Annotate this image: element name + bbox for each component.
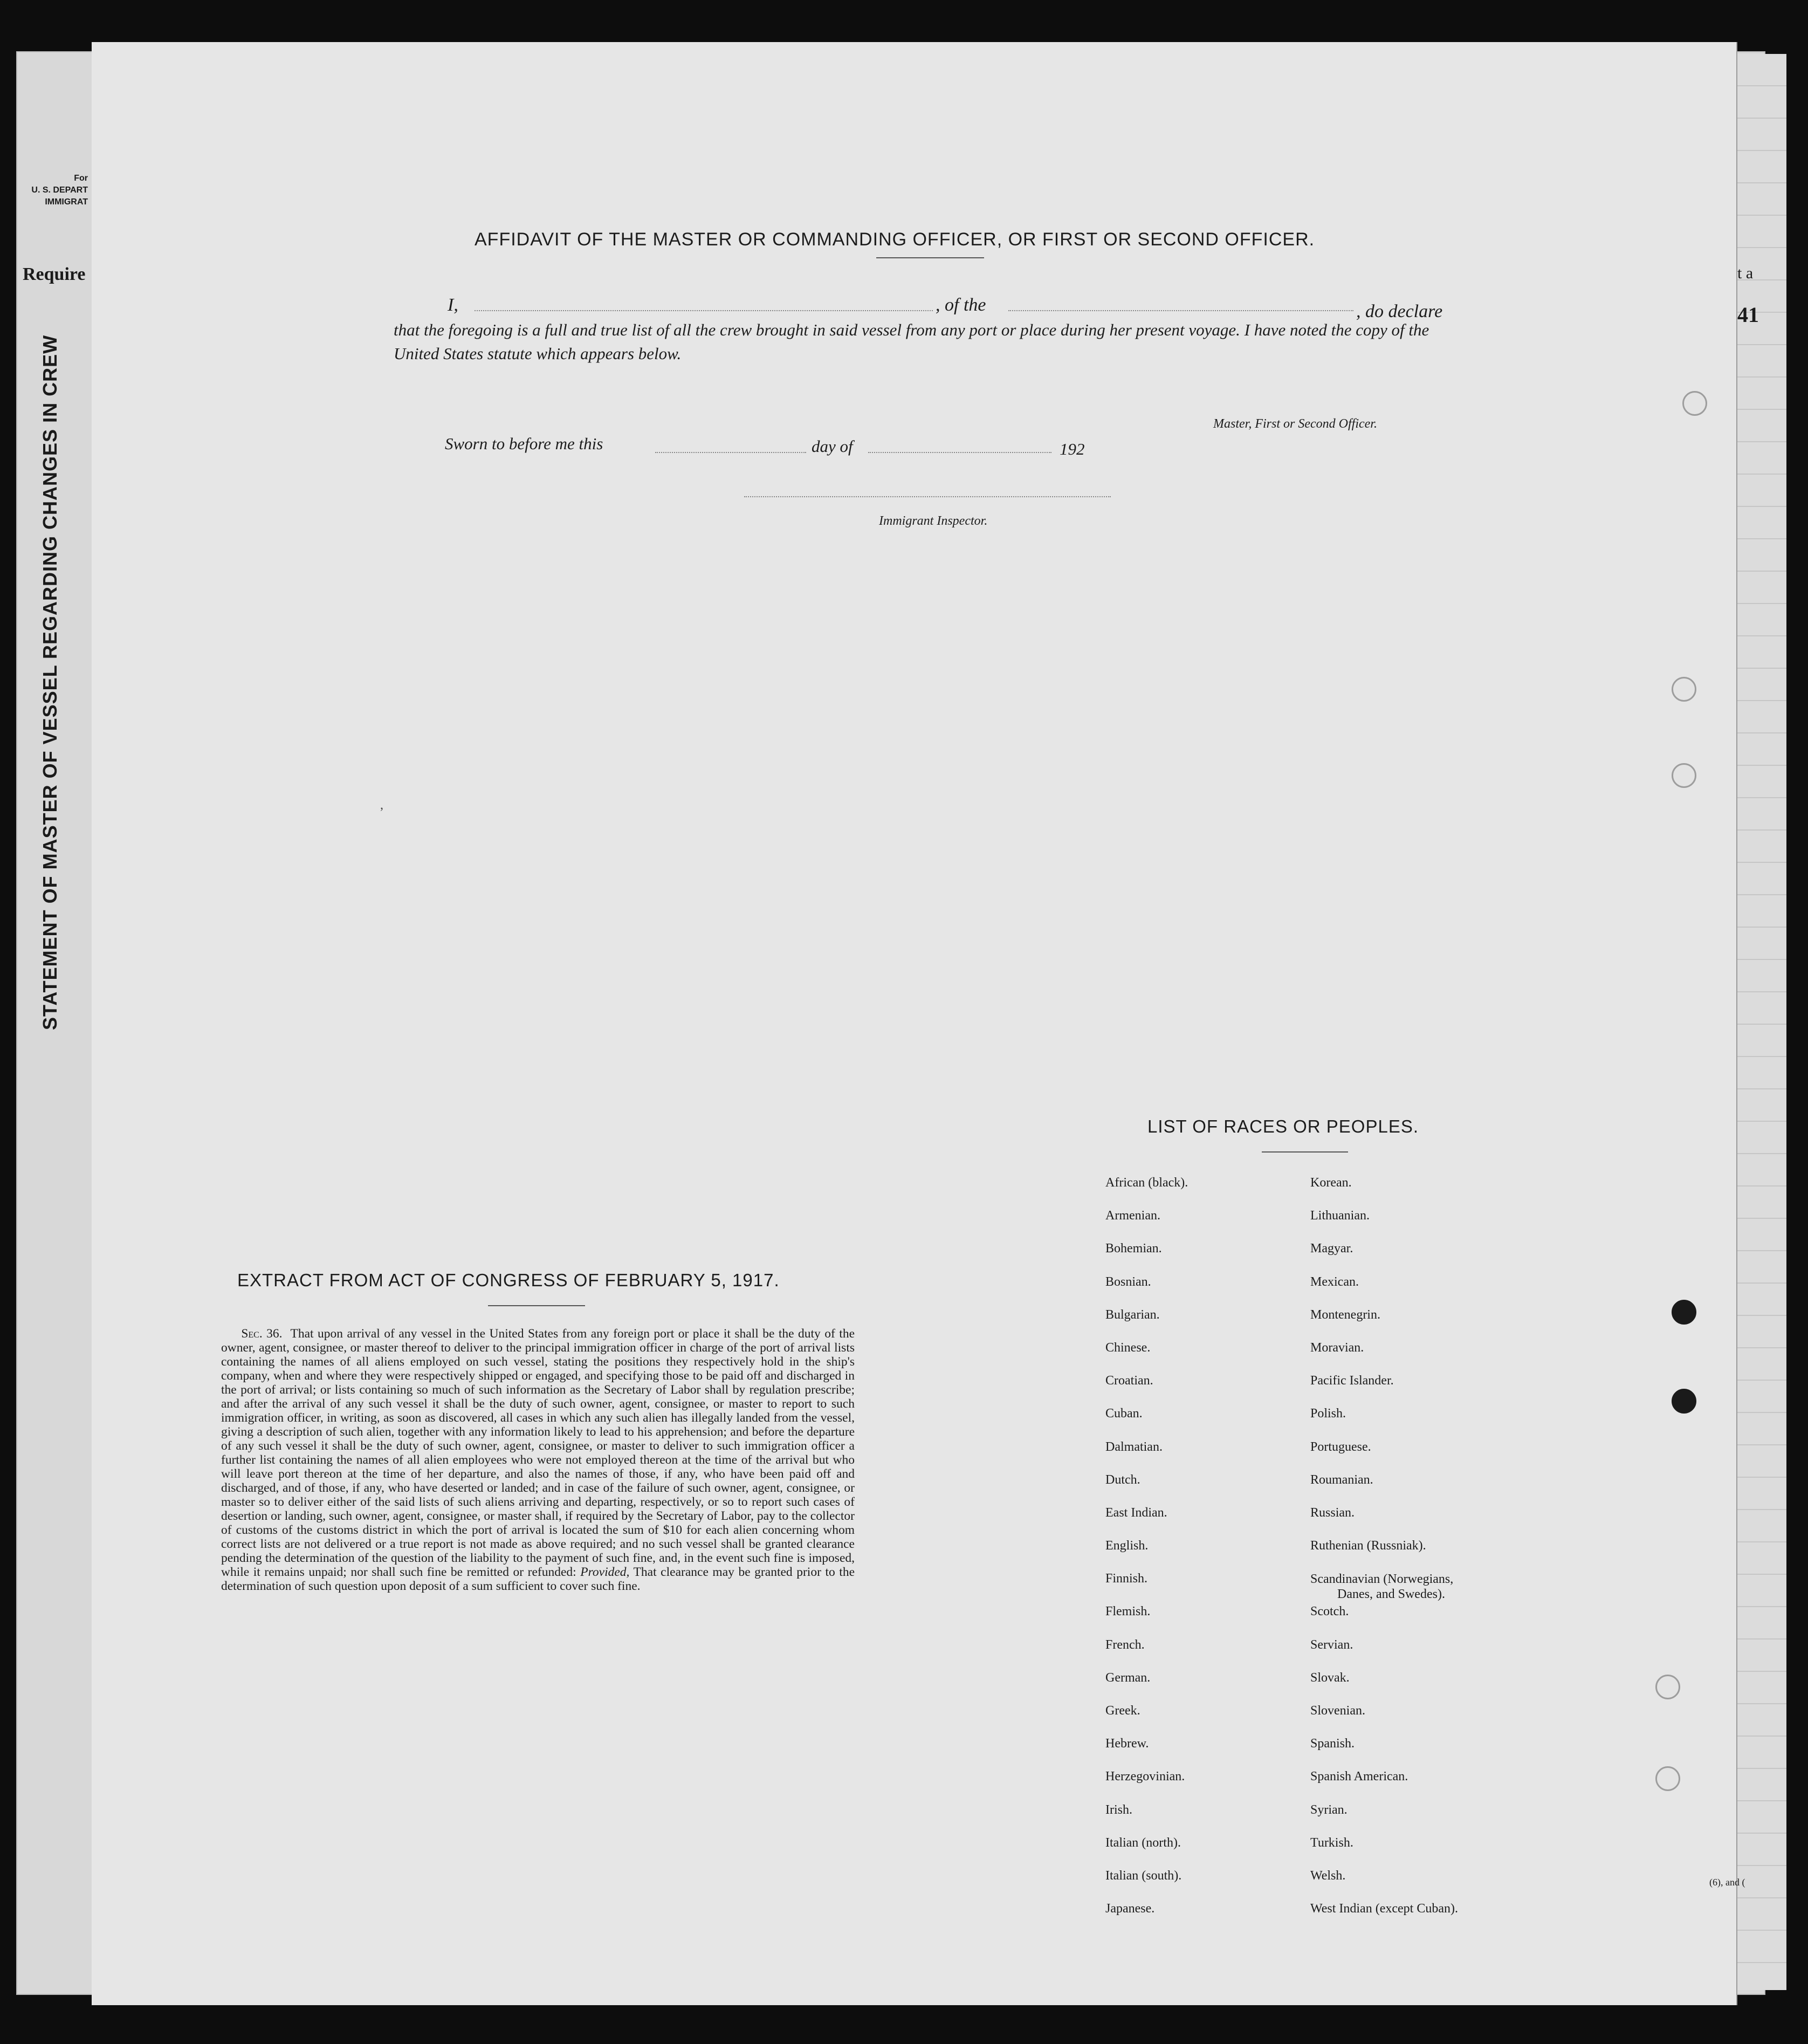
race-label: Armenian. [1105,1209,1160,1223]
race-label: East Indian. [1105,1505,1167,1520]
sworn-text: Sworn to before me this [445,434,603,453]
race-label: Herzegovinian. [1105,1769,1185,1784]
race-item [1310,1803,1458,1836]
race-item [1105,1572,1188,1604]
race-label: Mexican. [1310,1274,1359,1289]
race-item [1105,1803,1188,1836]
race-item [1105,1539,1188,1572]
race-item [1105,1704,1188,1737]
fragment-line: IMMIGRAT [45,197,88,207]
affidavit-i: I, [448,295,458,315]
inspector-label: Immigrant Inspector. [879,514,988,528]
race-label: African (black). [1105,1176,1188,1190]
name-blank-line [475,310,933,311]
race-item [1310,1539,1458,1572]
bottom-right-fragment: (6), and ( [1709,1877,1745,1888]
race-label: Portuguese. [1310,1439,1371,1454]
race-item [1105,1308,1188,1341]
race-item [1310,1440,1458,1473]
race-label: Greek. [1105,1704,1140,1718]
race-item [1105,1737,1188,1769]
race-item [1105,1440,1188,1473]
race-label: Magyar. [1310,1242,1353,1256]
race-item [1105,1407,1188,1439]
race-label: Slovenian. [1310,1704,1365,1718]
race-label: Pacific Islander. [1310,1374,1394,1388]
punch-hole [1672,677,1696,702]
race-label: Japanese. [1105,1902,1155,1916]
day-of-text: day of [812,437,853,456]
fragment-line: For [74,174,88,183]
race-label: Ruthenian (Russniak). [1310,1539,1426,1553]
race-label: Finnish. [1105,1572,1148,1586]
race-label: Bosnian. [1105,1274,1151,1289]
race-item [1105,1341,1188,1374]
day-blank-line [655,452,806,453]
race-item [1105,1869,1188,1902]
race-label: Russian. [1310,1505,1355,1520]
race-item [1105,1275,1188,1308]
race-item [1310,1638,1458,1671]
right-fragment-top: t a [1737,264,1754,282]
race-label: German. [1105,1670,1151,1685]
race-label: Scotch. [1310,1604,1349,1619]
race-label: Chinese. [1105,1340,1151,1355]
race-label: Irish. [1105,1802,1132,1817]
provided-word: Provided, [580,1565,630,1579]
punch-hole [1672,763,1696,788]
race-label: Syrian. [1310,1802,1348,1817]
vessel-blank-line [1008,310,1353,311]
races-heading: LIST OF RACES OR PEOPLES. [1147,1116,1419,1136]
race-item [1105,1242,1188,1274]
month-blank-line [868,452,1051,453]
race-label: Montenegrin. [1310,1307,1380,1322]
affidavit-heading: AFFIDAVIT OF THE MASTER OR COMMANDING OFFICER, OR FIRST OR SECOND OFFICER. [475,229,1315,250]
extract-heading: EXTRACT FROM ACT OF CONGRESS OF FEBRUARY 5, 1917. [237,1270,780,1290]
side-title: STATEMENT OF MASTER OF VESSEL REGARDING CHANGES IN CREW [39,334,61,1030]
race-item [1310,1176,1458,1209]
race-label: Spanish American. [1310,1769,1408,1784]
race-label: Polish. [1310,1407,1346,1421]
require-fragment: Require [23,264,86,284]
race-item [1105,1769,1188,1802]
race-label: Dalmatian. [1105,1439,1163,1454]
race-item [1310,1209,1458,1242]
race-label: Bulgarian. [1105,1307,1160,1322]
race-item [1310,1374,1458,1407]
race-label: Croatian. [1105,1374,1153,1388]
race-item [1105,1209,1188,1242]
race-label: French. [1105,1637,1145,1652]
affidavit-paragraph: that the foregoing is a full and true list of all the crew brought in said vessel from any port or place during her present voyage. I have noted the copy of the United States statute which appears below. [394,320,1429,363]
race-item [1310,1769,1458,1802]
race-label: Slovak. [1310,1670,1350,1685]
race-item [1105,1374,1188,1407]
master-signature-label: Master, First or Second Officer. [1213,417,1377,431]
race-item [1310,1869,1458,1902]
race-item [1310,1902,1458,1935]
race-label-continuation: Danes, and Swedes). [1337,1587,1445,1602]
race-label: Italian (north). [1105,1835,1181,1850]
race-label: West Indian (except Cuban). [1310,1902,1458,1916]
race-item [1105,1902,1188,1935]
race-item [1105,1836,1188,1869]
race-item [1310,1671,1458,1704]
fragment-line: U. S. DEPART [31,186,88,195]
right-number: 41 [1737,303,1759,327]
race-item [1105,1473,1188,1506]
race-item [1310,1836,1458,1869]
race-item [1310,1506,1458,1539]
section-body-end: That clearance may be granted prior to the determination of such question upon deposit of a sum sufficient to cover such fine. [221,1565,855,1593]
race-item [1105,1671,1188,1704]
race-label: Spanish. [1310,1737,1355,1751]
inspector-blank-line [744,496,1111,497]
race-label: Cuban. [1105,1407,1143,1421]
race-label: Servian. [1310,1637,1353,1652]
race-label: Turkish. [1310,1835,1353,1850]
heading-rule [876,257,984,258]
section-body: That upon arrival of any vessel in the United States from any foreign port or place it shall be the duty of the owner, agent, consignee, or master thereof to deliver to the principal immigration officer in charge of the port of arrival lists containing the names of all aliens employed on such vessel, stating the positions they respectively hold in the ship's company, when and where they were respectively shipped or engaged, and specifying those to be paid off and discharged in the port of arrival; or lists containing so much of such information as the Secretary of Labor shall by regulation prescribe; and after the arrival of any such vessel it shall be the duty of such owner, agent, consignee, or master to report to such immigration officer, in writing, as soon as discovered, all cases in which any such alien has illegally landed from the vessel, giving a description of such alien, together with any information likely to lead to his apprehension; and before the departure of any such vessel it shall be the duty of such owner, agent, consignee, or master to deliver to such immigration officer a further list containing the names of all alien employees who were not employed thereon at the time of the arrival but who will leave port thereon at the time of her departure, and also the names of those, if any, who have been paid off and discharged, and of those, if any, who have deserted or landed; and in case of the failure of such owner, agent, consignee, or master so to deliver either of the said lists of such aliens arriving and departing, respectively, or so to report such cases of desertion or landing, such owner, agent, consignee, or master shall, if required by the Secretary of Labor, pay to the collector of customs of the customs district in which the port of arrival is located the sum of $10 for each alien concerning whom correct lists are not delivered or a true report is not made as above required; and no such vessel shall be granted clearance pending the determination of the question of the liability to the payment of such fine, and, in the event such fine is imposed, while it remains unpaid; nor shall such fine be remitted or refunded: [221,1327,855,1579]
races-left-column [1105,1176,1188,1935]
race-label: Roumanian. [1310,1472,1373,1487]
punch-hole [1655,1675,1680,1699]
stray-mark: , [380,798,383,812]
race-item [1310,1242,1458,1274]
race-label: Dutch. [1105,1472,1140,1487]
race-label: Italian (south). [1105,1868,1182,1883]
race-label: Flemish. [1105,1604,1151,1619]
punch-hole [1655,1766,1680,1791]
race-item [1105,1604,1188,1637]
race-item [1310,1572,1458,1604]
race-label: Bohemian. [1105,1242,1162,1256]
affidavit-declare: , do declare [1356,301,1443,321]
race-label: Welsh. [1310,1868,1346,1883]
races-heading-rule [1262,1151,1348,1153]
race-item [1310,1473,1458,1506]
punch-hole [1672,1300,1696,1325]
race-label: Korean. [1310,1176,1352,1190]
race-item [1310,1407,1458,1439]
race-item [1105,1506,1188,1539]
race-item [1310,1704,1458,1737]
race-label: Hebrew. [1105,1737,1149,1751]
race-label: Moravian. [1310,1340,1364,1355]
extract-heading-rule [488,1305,585,1306]
race-item [1105,1638,1188,1671]
race-item [1310,1341,1458,1374]
section-label: Sec. 36. [241,1327,283,1341]
year-text: 192 [1060,440,1085,458]
race-item [1310,1308,1458,1341]
race-item [1105,1176,1188,1209]
affidavit-of-the: , of the [936,295,986,315]
race-label: English. [1105,1539,1149,1553]
race-label: Scandinavian (Norwegians, [1310,1572,1454,1587]
races-right-column [1310,1176,1458,1935]
race-item [1310,1737,1458,1769]
extract-section-text [221,1327,855,1593]
race-item [1310,1275,1458,1308]
race-item [1310,1604,1458,1637]
top-left-fragment [8,173,88,208]
punch-hole [1672,1389,1696,1414]
punch-hole [1682,391,1707,416]
race-label: Lithuanian. [1310,1209,1370,1223]
